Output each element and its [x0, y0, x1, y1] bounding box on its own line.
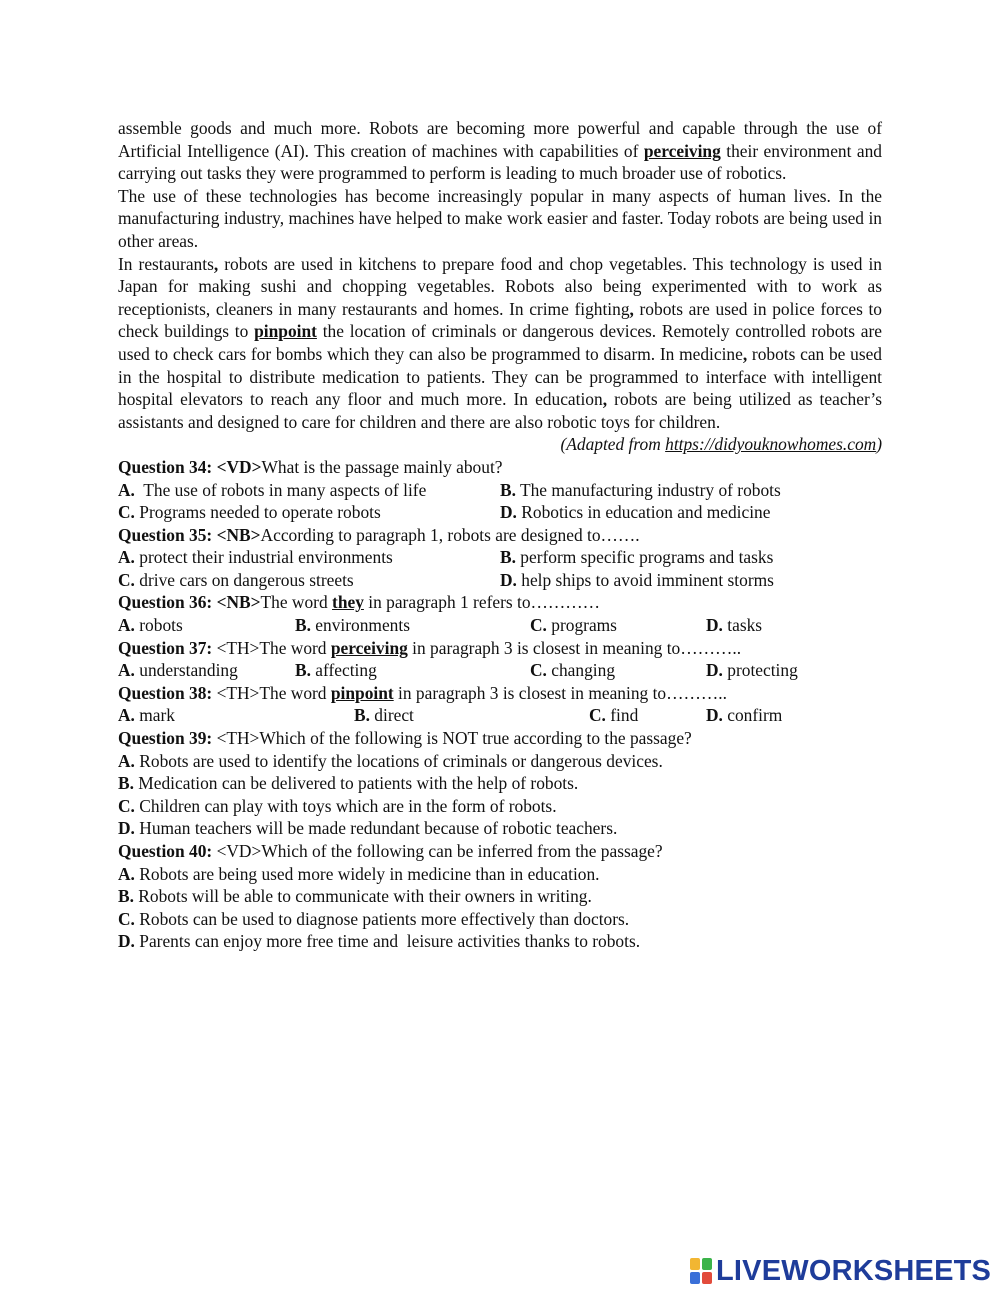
option-d[interactable]: D. tasks	[706, 615, 763, 636]
option-b[interactable]: B. perform specific programs and tasks	[500, 547, 774, 568]
logo-tile-1	[690, 1258, 700, 1270]
option-d[interactable]: D. Parents can enjoy more free time and leisure activities thanks to robots.	[118, 931, 641, 952]
option-a[interactable]: A. The use of robots in many aspects of life	[118, 479, 427, 500]
option-b[interactable]: B. Robots will be able to communicate with their owners in writing.	[118, 886, 592, 907]
source-link[interactable]: https://didyouknowhomes.com	[665, 434, 877, 455]
passage-paragraph-1: assemble goods and much more. Robots are becoming more powerful and capable through the use of Artificial Intelligence (AI). This creation of machines with capabilities of perceiving their environment and carrying out tasks they were programmed to perform is leading to much broader use of robotics.	[118, 118, 882, 184]
worksheet-page	[118, 117, 882, 953]
liveworksheets-logo[interactable]	[690, 1256, 991, 1286]
option-d[interactable]: D. Robotics in education and medicine	[500, 502, 771, 523]
option-c[interactable]: C. Programs needed to operate robots	[118, 502, 381, 523]
keyword-perceiving: perceiving	[330, 637, 408, 658]
option-c[interactable]: C. changing	[530, 660, 616, 681]
passage-paragraph-3: In restaurants, robots are used in kitchens to prepare food and chop vegetables. This technology is used in Japan for making sushi and chopping vegetables. Robots also being experimented with to work as receptionists, cleaners in many restaurants and homes. In crime fighting, robots are used in police forces to check buildings to pinpoint the location of criminals or dangerous devices. Remotely controlled robots are used to check cars for bombs which they can also be programmed to disarm. In medicine, robots can be used in the hospital to distribute medication to patients. They can be programmed to interface with intelligent hospital elevators to reach any floor and much more. In education, robots are being utilized as teacher’s assistants and designed to care for children and there are also robotic toys for children.	[118, 253, 883, 432]
logo-tile-2	[702, 1258, 712, 1270]
option-a[interactable]: A. robots	[118, 615, 183, 636]
keyword-pinpoint: pinpoint	[254, 321, 317, 342]
option-a[interactable]: A. Robots are being used more widely in medicine than in education.	[118, 863, 600, 884]
option-d[interactable]: D. confirm	[706, 705, 783, 726]
option-c[interactable]: C. find	[589, 705, 639, 726]
option-b[interactable]: B. The manufacturing industry of robots	[500, 479, 781, 500]
option-b[interactable]: B. environments	[295, 615, 410, 636]
question-40: Question 40: <VD>Which of the following can be inferred from the passage?	[118, 841, 663, 861]
option-b[interactable]: B. direct	[354, 705, 414, 726]
option-a[interactable]: A. Robots are used to identify the locations of criminals or dangerous devices.	[118, 750, 663, 771]
option-c[interactable]: C. programs	[530, 615, 617, 636]
option-c[interactable]: C. Robots can be used to diagnose patients more effectively than doctors.	[118, 908, 630, 929]
question-38-options	[118, 704, 882, 727]
option-d[interactable]: D. protecting	[706, 660, 798, 681]
keyword-they: they	[332, 592, 364, 613]
question-34-options-row-2	[118, 501, 882, 524]
option-d[interactable]: D. Human teachers will be made redundant because of robotic teachers.	[118, 818, 618, 839]
keyword-pinpoint: pinpoint	[330, 682, 394, 703]
option-b[interactable]: B. affecting	[295, 660, 377, 681]
logo-text: LIVEWORKSHEETS	[716, 1254, 992, 1287]
liveworksheets-logo-icon	[690, 1258, 712, 1284]
question-34-options-row-1	[118, 479, 882, 502]
logo-tile-4	[702, 1272, 712, 1284]
option-b[interactable]: B. Medication can be delivered to patients with the help of robots.	[118, 773, 579, 794]
option-a[interactable]: A. mark	[118, 705, 176, 726]
option-a[interactable]: A. understanding	[118, 660, 238, 681]
keyword-perceiving: perceiving	[643, 140, 721, 161]
question-39: Question 39: <TH>Which of the following is NOT true according to the passage?	[118, 728, 692, 749]
option-a[interactable]: A. protect their industrial environments	[118, 547, 393, 568]
question-35-options-row-1	[118, 546, 882, 569]
source-citation: (Adapted from https://didyouknowhomes.com)	[560, 434, 882, 455]
question-36-options	[118, 614, 882, 637]
passage-paragraph-2: The use of these technologies has become increasingly popular in many aspects of human lives. In the manufacturing industry, machines have helped to make work easier and faster. Today robots are being used in other areas.	[118, 185, 882, 251]
option-d[interactable]: D. help ships to avoid imminent storms	[500, 569, 774, 590]
option-c[interactable]: C. drive cars on dangerous streets	[118, 569, 354, 590]
question-37: Question 37: <TH>The word perceiving in paragraph 3 is closest in meaning to………..	[118, 637, 742, 658]
question-35: Question 35: <NB>According to paragraph 1, robots are designed to…….	[118, 524, 640, 545]
question-37-options	[118, 659, 882, 682]
question-36: Question 36: <NB>The word they in paragraph 1 refers to…………	[118, 592, 601, 613]
option-c[interactable]: C. Children can play with toys which are in the form of robots.	[118, 795, 557, 816]
question-35-options-row-2	[118, 569, 882, 592]
logo-tile-3	[690, 1272, 700, 1284]
question-38: Question 38: <TH>The word pinpoint in paragraph 3 is closest in meaning to………..	[118, 682, 727, 703]
question-34: Question 34: <VD>What is the passage mainly about?	[118, 456, 503, 477]
